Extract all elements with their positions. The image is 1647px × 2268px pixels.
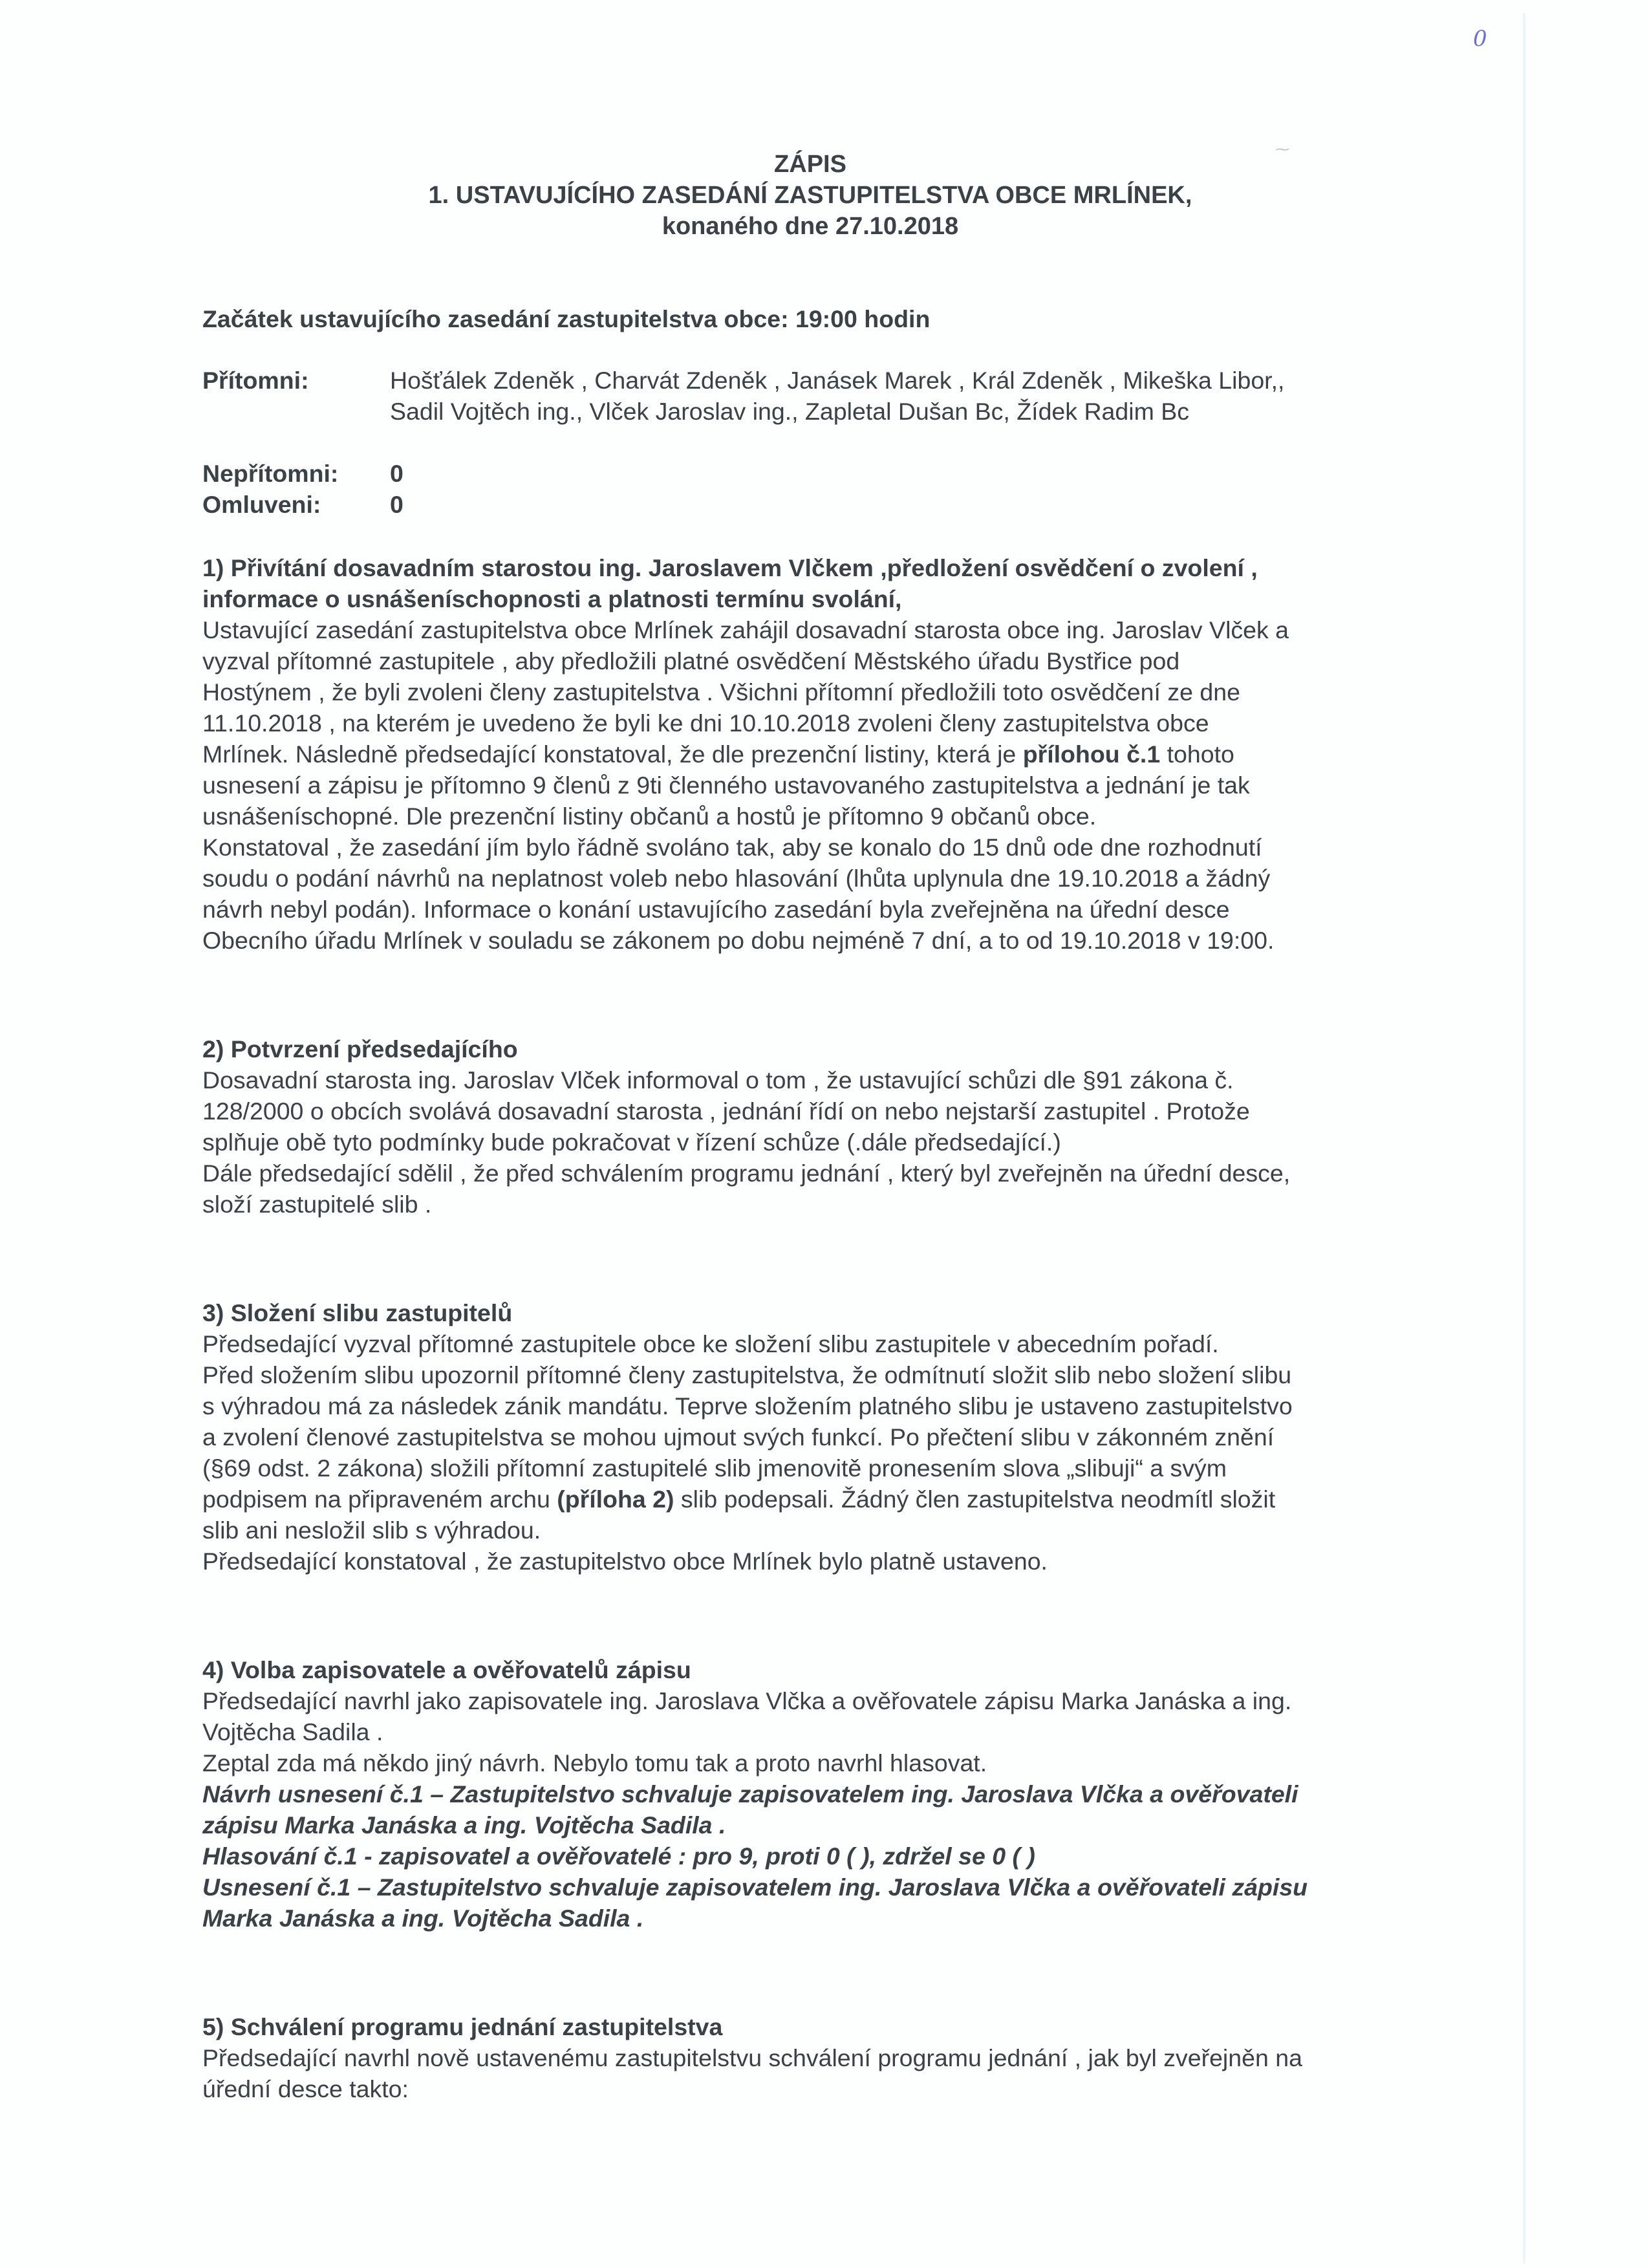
body-line: usnesení a zápisu je přítomno 9 členů z 9ti členného ustavovaného zastupitelstva a jednání je tak [202, 772, 1250, 799]
section-1 [202, 552, 1444, 956]
attachment-reference: (příloha 2) [557, 1485, 674, 1513]
body-line: Hostýnem , že byli zvoleni členy zastupitelstva . Všichni přítomní předložili toto osvědčení ze dne [202, 678, 1240, 706]
resolution-line: Návrh usnesení č.1 – Zastupitelstvo schvaluje zapisovatelem ing. Jaroslava Vlčka a ověřovateli [202, 1780, 1298, 1808]
body-text: podpisem na připraveném archu [202, 1485, 557, 1513]
present-list-line: Sadil Vojtěch ing., Vlček Jaroslav ing., Zapletal Dušan Bc, Žídek Radim Bc [390, 398, 1189, 425]
body-line: složí zastupitelé slib . [202, 1191, 432, 1218]
section-heading: 3) Složení slibu zastupitelů [202, 1299, 513, 1326]
present-list-line: Hošťálek Zdeněk , Charvát Zdeněk , Janásek Marek , Král Zdeněk , Mikeška Libor,, [390, 367, 1285, 394]
excused-value: 0 [390, 491, 404, 518]
body-line: návrh nebyl podán). Informace o konání ustavujícího zasedání byla zveřejněna na úřední desce [202, 896, 1230, 923]
body-line: (§69 odst. 2 zákona) složili přítomní zastupitelé slib jmenovitě pronesením slova „slibuji“ a svým [202, 1454, 1227, 1482]
body-text: slib podepsali. Žádný člen zastupitelstva neodmítl složit [674, 1485, 1276, 1513]
body-line: Konstatoval , že zasedání jím bylo řádně svoláno tak, aby se konalo do 15 dnů ode dne rozhodnutí [202, 834, 1262, 861]
document-title [177, 149, 1444, 242]
body-line: splňuje obě tyto podmínky bude pokračovat v řízení schůze (.dále předsedající.) [202, 1129, 1061, 1156]
title-line-1: ZÁPIS [774, 151, 846, 178]
resolution-line: Marka Janáska a ing. Vojtěcha Sadila . [202, 1905, 644, 1932]
body-line: usnášeníschopné. Dle prezenční listiny občanů a hostů je přítomno 9 občanů obce. [202, 803, 1097, 830]
handwritten-page-mark: 0 [1473, 26, 1487, 52]
body-line: 128/2000 o obcích svolává dosavadní starosta , jednání řídí on nebo nejstarší zastupitel . Protože [202, 1097, 1250, 1125]
title-line-3: konaného dne 27.10.2018 [662, 213, 959, 240]
body-line: Vojtěcha Sadila . [202, 1718, 383, 1745]
ink-smudge-icon: ⁓ [1275, 141, 1289, 157]
section-heading: 1) Přivítání dosavadním starostou ing. Jaroslavem Vlčkem ,předložení osvědčení o zvolení , [202, 554, 1258, 581]
title-line-2: 1. USTAVUJÍCÍHO ZASEDÁNÍ ZASTUPITELSTVA OBCE MRLÍNEK, [428, 182, 1192, 209]
body-line: Předsedající konstatoval , že zastupitelstvo obce Mrlínek bylo platně ustaveno. [202, 1548, 1048, 1575]
start-time-line: Začátek ustavujícího zasedání zastupitelstva obce: 19:00 hodin [202, 305, 931, 332]
body-line: 11.10.2018 , na kterém je uvedeno že byli ke dni 10.10.2018 zvoleni členy zastupitelstva obce [202, 709, 1209, 737]
body-line: s výhradou má za následek zánik mandátu. Teprve složením platného slibu je ustaveno zastupitelstvo [202, 1392, 1293, 1420]
absent-value: 0 [390, 460, 404, 487]
present-list [390, 365, 1284, 427]
attendance-present [202, 365, 1444, 427]
body-line: Zeptal zda má někdo jiný návrh. Nebylo tomu tak a proto navrhl hlasovat. [202, 1749, 987, 1777]
section-3 [202, 1297, 1444, 1577]
vote-line: Hlasování č.1 - zapisovatel a ověřovatelé : pro 9, proti 0 ( ), zdržel se 0 ( ) [202, 1842, 1035, 1870]
body-line: vyzval přítomné zastupitele , aby předložili platné osvědčení Městského úřadu Bystřice pod [202, 647, 1180, 675]
present-label: Přítomni: [202, 367, 309, 394]
body-line: Obecního úřadu Mrlínek v souladu se zákonem po dobu nejméně 7 dní, a to od 19.10.2018 v 19:00. [202, 927, 1275, 954]
body-line: Předsedající vyzval přítomné zastupitele obce ke složení slibu zastupitele v abecedním pořadí. [202, 1330, 1219, 1357]
body-line: úřední desce takto: [202, 2075, 409, 2102]
body-line: Dosavadní starosta ing. Jaroslav Vlček informoval o tom , že ustavující schůzi dle §91 zákona č. [202, 1066, 1234, 1094]
body-line [202, 1484, 1444, 1515]
body-line: a zvolení členové zastupitelstva se mohou ujmout svých funkcí. Po přečtení slibu v zákonném znění [202, 1423, 1275, 1451]
section-heading: 2) Potvrzení předsedajícího [202, 1035, 518, 1063]
body-line: Předsedající navrhl nově ustavenému zastupitelstvu schválení programu jednání , jak byl zveřejněn na [202, 2044, 1302, 2071]
section-heading: 5) Schválení programu jednání zastupitelstva [202, 2013, 723, 2040]
body-line: soudu o podání návrhů na neplatnost voleb nebo hlasování (lhůta uplynula dne 19.10.2018 a žádný [202, 865, 1271, 892]
body-line: Před složením slibu upozornil přítomné členy zastupitelstva, že odmítnutí složit slib nebo složení slibu [202, 1361, 1292, 1388]
scan-edge-line [1523, 13, 1525, 2263]
body-text: Mrlínek. Následně předsedající konstatoval, že dle prezenční listiny, která je [202, 740, 1023, 768]
body-line: Předsedající navrhl jako zapisovatele ing. Jaroslava Vlčka a ověřovatele zápisu Marka Janáska a ing. [202, 1687, 1292, 1714]
attendance-absent [202, 458, 1444, 489]
excused-label: Omluveni: [202, 491, 321, 518]
body-line: slib ani nesložil slib s výhradou. [202, 1517, 541, 1544]
section-4 [202, 1654, 1444, 1934]
document-body [202, 149, 1444, 2104]
attendance-excused [202, 489, 1444, 520]
body-line: Dále předsedající sdělil , že před schválením programu jednání , který byl zveřejněn na úřední desce, [202, 1160, 1291, 1187]
section-5 [202, 2011, 1444, 2104]
section-2 [202, 1033, 1444, 1220]
body-line: Ustavující zasedání zastupitelstva obce Mrlínek zahájil dosavadní starosta obce ing. Jaroslav Vlček a [202, 616, 1289, 643]
resolution-line: Usnesení č.1 – Zastupitelstvo schvaluje zapisovatelem ing. Jaroslava Vlčka a ověřovateli zápisu [202, 1874, 1308, 1901]
resolution-line: zápisu Marka Janáska a ing. Vojtěcha Sadila . [202, 1811, 726, 1839]
section-heading: informace o usnášeníschopnosti a platnosti termínu svolání, [202, 585, 902, 612]
absent-label: Nepřítomni: [202, 460, 339, 487]
section-heading: 4) Volba zapisovatele a ověřovatelů zápisu [202, 1656, 691, 1683]
body-text: tohoto [1160, 740, 1234, 768]
body-line [202, 739, 1444, 770]
attachment-reference: přílohou č.1 [1022, 740, 1161, 768]
